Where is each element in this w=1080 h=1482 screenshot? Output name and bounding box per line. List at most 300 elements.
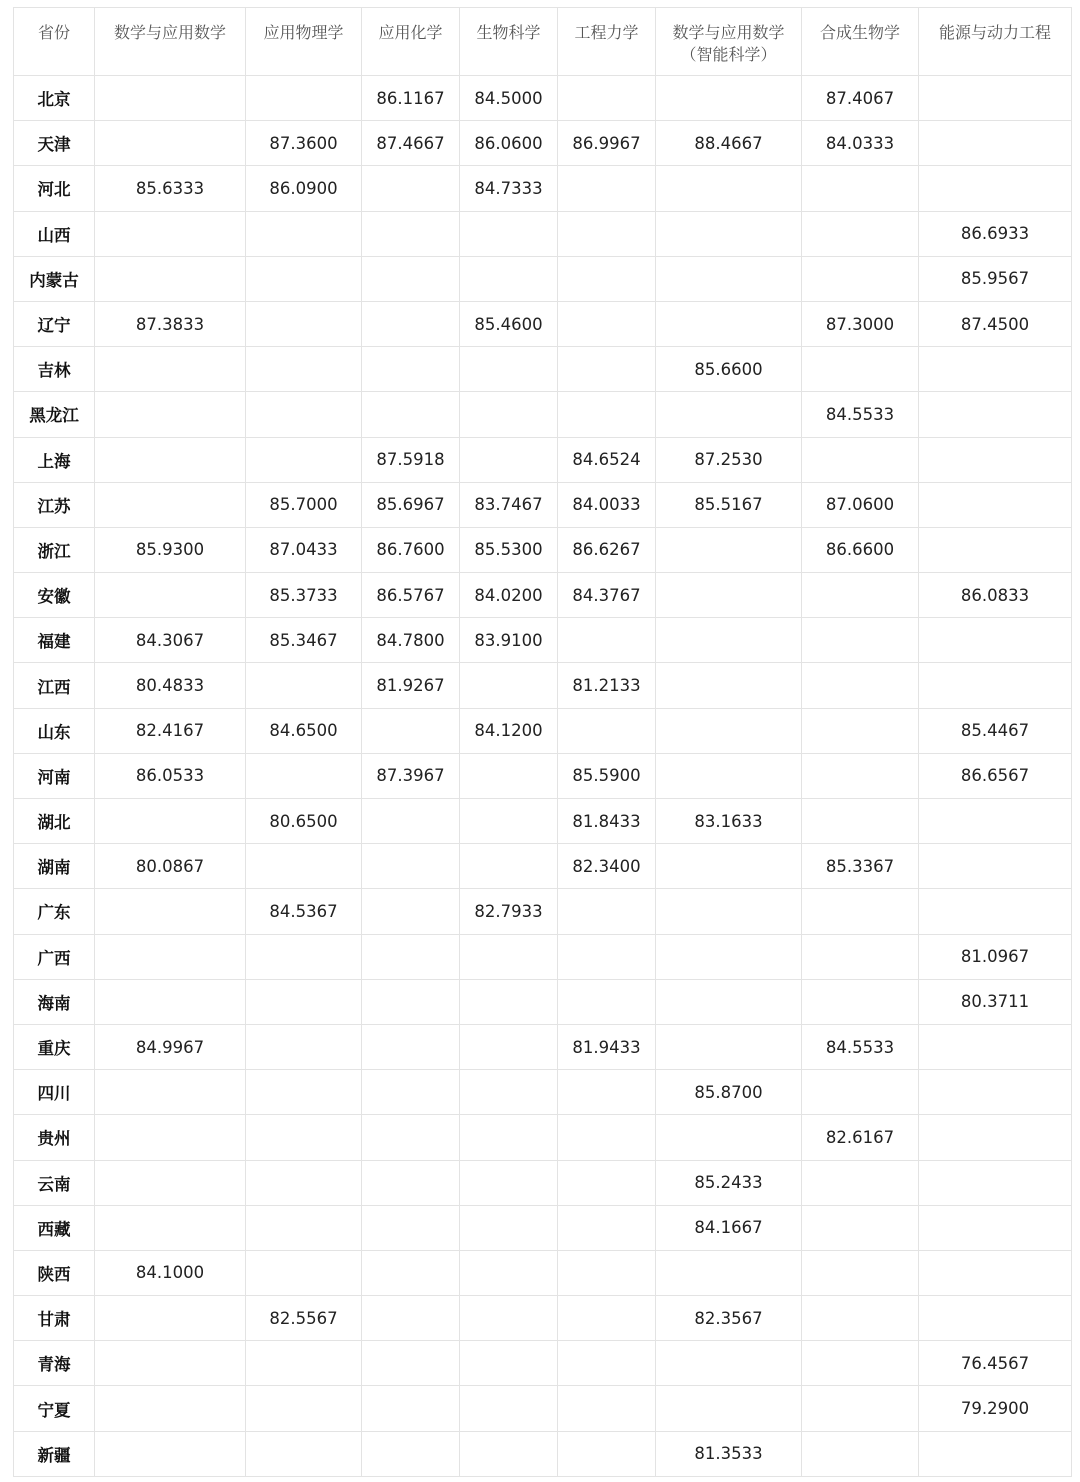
score-cell bbox=[362, 844, 460, 889]
score-cell: 86.6267 bbox=[558, 527, 656, 572]
province-cell: 江西 bbox=[14, 663, 95, 708]
score-cell bbox=[802, 347, 919, 392]
score-cell bbox=[802, 753, 919, 798]
score-cell bbox=[656, 166, 802, 211]
province-cell: 贵州 bbox=[14, 1115, 95, 1160]
province-cell: 吉林 bbox=[14, 347, 95, 392]
score-cell bbox=[558, 1070, 656, 1115]
score-cell bbox=[95, 979, 246, 1024]
score-cell: 87.4067 bbox=[802, 76, 919, 121]
header-province: 省份 bbox=[14, 8, 95, 76]
score-cell bbox=[460, 392, 558, 437]
score-cell bbox=[802, 618, 919, 663]
score-cell: 87.3000 bbox=[802, 301, 919, 346]
score-cell: 85.4467 bbox=[919, 708, 1072, 753]
score-cell bbox=[95, 1070, 246, 1115]
score-cell: 86.7600 bbox=[362, 527, 460, 572]
score-cell bbox=[95, 799, 246, 844]
score-cell: 84.9967 bbox=[95, 1024, 246, 1069]
score-cell bbox=[95, 1296, 246, 1341]
score-cell bbox=[802, 979, 919, 1024]
score-cell bbox=[558, 301, 656, 346]
score-cell: 84.1667 bbox=[656, 1205, 802, 1250]
score-cell: 84.6524 bbox=[558, 437, 656, 482]
table-row bbox=[14, 301, 1072, 346]
table-header bbox=[14, 8, 1072, 76]
score-cell bbox=[919, 392, 1072, 437]
score-cell bbox=[656, 889, 802, 934]
score-cell bbox=[558, 889, 656, 934]
score-cell bbox=[362, 934, 460, 979]
score-cell: 80.0867 bbox=[95, 844, 246, 889]
score-cell: 84.1000 bbox=[95, 1250, 246, 1295]
table-row bbox=[14, 482, 1072, 527]
score-cell bbox=[919, 889, 1072, 934]
score-cell bbox=[460, 799, 558, 844]
table-row bbox=[14, 573, 1072, 618]
score-cell bbox=[558, 1205, 656, 1250]
score-cell: 79.2900 bbox=[919, 1386, 1072, 1431]
score-cell bbox=[460, 753, 558, 798]
table-row bbox=[14, 799, 1072, 844]
score-cell bbox=[656, 844, 802, 889]
score-cell: 85.9567 bbox=[919, 256, 1072, 301]
score-cell: 87.2530 bbox=[656, 437, 802, 482]
score-cell bbox=[246, 211, 362, 256]
score-cell bbox=[558, 166, 656, 211]
score-cell bbox=[246, 76, 362, 121]
score-cell bbox=[95, 1431, 246, 1476]
score-cell: 84.0033 bbox=[558, 482, 656, 527]
score-cell: 81.3533 bbox=[656, 1431, 802, 1476]
table-row bbox=[14, 1250, 1072, 1295]
table-row bbox=[14, 1160, 1072, 1205]
score-cell bbox=[802, 1341, 919, 1386]
score-cell: 87.3600 bbox=[246, 121, 362, 166]
score-cell bbox=[802, 211, 919, 256]
table-row bbox=[14, 708, 1072, 753]
province-cell: 重庆 bbox=[14, 1024, 95, 1069]
score-cell bbox=[802, 663, 919, 708]
score-cell bbox=[362, 1431, 460, 1476]
score-cell: 87.4667 bbox=[362, 121, 460, 166]
score-cell bbox=[460, 1296, 558, 1341]
province-cell: 四川 bbox=[14, 1070, 95, 1115]
table-row bbox=[14, 437, 1072, 482]
score-cell bbox=[362, 1386, 460, 1431]
score-cell: 85.8700 bbox=[656, 1070, 802, 1115]
province-cell: 江苏 bbox=[14, 482, 95, 527]
score-cell bbox=[558, 211, 656, 256]
score-cell bbox=[919, 1250, 1072, 1295]
table-row bbox=[14, 392, 1072, 437]
score-cell bbox=[656, 301, 802, 346]
score-cell bbox=[362, 1160, 460, 1205]
province-cell: 河南 bbox=[14, 753, 95, 798]
score-cell bbox=[656, 211, 802, 256]
score-cell bbox=[802, 889, 919, 934]
score-cell: 84.5533 bbox=[802, 392, 919, 437]
score-cell bbox=[246, 1386, 362, 1431]
score-cell bbox=[558, 979, 656, 1024]
score-cell: 86.5767 bbox=[362, 573, 460, 618]
score-cell: 80.3711 bbox=[919, 979, 1072, 1024]
score-cell bbox=[95, 1205, 246, 1250]
score-cell bbox=[362, 166, 460, 211]
score-cell bbox=[95, 889, 246, 934]
table-row bbox=[14, 663, 1072, 708]
province-cell: 山东 bbox=[14, 708, 95, 753]
score-cell bbox=[656, 934, 802, 979]
score-cell bbox=[460, 1205, 558, 1250]
score-cell: 82.4167 bbox=[95, 708, 246, 753]
score-cell bbox=[246, 1024, 362, 1069]
score-cell bbox=[802, 1205, 919, 1250]
table-row bbox=[14, 1431, 1072, 1476]
score-cell: 85.5167 bbox=[656, 482, 802, 527]
score-cell bbox=[656, 527, 802, 572]
score-cell bbox=[460, 1115, 558, 1160]
table-row bbox=[14, 211, 1072, 256]
score-cell: 85.6600 bbox=[656, 347, 802, 392]
province-cell: 甘肃 bbox=[14, 1296, 95, 1341]
province-cell: 山西 bbox=[14, 211, 95, 256]
score-cell: 76.4567 bbox=[919, 1341, 1072, 1386]
header-major: 应用物理学 bbox=[246, 8, 362, 76]
score-cell: 87.3833 bbox=[95, 301, 246, 346]
province-cell: 青海 bbox=[14, 1341, 95, 1386]
score-cell bbox=[362, 1205, 460, 1250]
table-row bbox=[14, 934, 1072, 979]
score-cell: 86.6567 bbox=[919, 753, 1072, 798]
score-cell bbox=[802, 1296, 919, 1341]
score-cell: 86.6600 bbox=[802, 527, 919, 572]
score-cell bbox=[656, 1341, 802, 1386]
score-cell: 82.5567 bbox=[246, 1296, 362, 1341]
score-cell bbox=[246, 844, 362, 889]
score-cell bbox=[362, 211, 460, 256]
score-cell bbox=[802, 437, 919, 482]
score-cell bbox=[460, 663, 558, 708]
score-cell: 87.0433 bbox=[246, 527, 362, 572]
score-cell bbox=[362, 301, 460, 346]
score-cell bbox=[919, 844, 1072, 889]
score-cell: 85.5900 bbox=[558, 753, 656, 798]
score-cell: 86.0900 bbox=[246, 166, 362, 211]
score-cell: 84.3067 bbox=[95, 618, 246, 663]
score-cell bbox=[362, 347, 460, 392]
score-cell bbox=[802, 1070, 919, 1115]
header-major: 数学与应用数学 bbox=[95, 8, 246, 76]
score-cell bbox=[656, 256, 802, 301]
score-cell: 85.4600 bbox=[460, 301, 558, 346]
score-cell: 84.5533 bbox=[802, 1024, 919, 1069]
score-cell bbox=[558, 347, 656, 392]
score-cell bbox=[95, 934, 246, 979]
score-cell: 81.0967 bbox=[919, 934, 1072, 979]
province-cell: 广西 bbox=[14, 934, 95, 979]
score-cell bbox=[246, 1250, 362, 1295]
score-cell bbox=[656, 1386, 802, 1431]
score-cell bbox=[802, 1386, 919, 1431]
score-cell bbox=[558, 1341, 656, 1386]
score-cell bbox=[919, 76, 1072, 121]
score-cell bbox=[802, 799, 919, 844]
score-cell bbox=[246, 1431, 362, 1476]
score-cell bbox=[362, 979, 460, 1024]
score-cell bbox=[95, 573, 246, 618]
header-major: 合成生物学 bbox=[802, 8, 919, 76]
score-cell bbox=[246, 1115, 362, 1160]
score-cell bbox=[558, 618, 656, 663]
header-major: 生物科学 bbox=[460, 8, 558, 76]
score-cell bbox=[246, 1160, 362, 1205]
score-cell bbox=[558, 1160, 656, 1205]
province-cell: 西藏 bbox=[14, 1205, 95, 1250]
table-row bbox=[14, 1386, 1072, 1431]
score-cell: 86.0600 bbox=[460, 121, 558, 166]
score-cell bbox=[95, 1160, 246, 1205]
score-cell bbox=[460, 844, 558, 889]
table-row bbox=[14, 1296, 1072, 1341]
table-row bbox=[14, 889, 1072, 934]
score-cell bbox=[460, 979, 558, 1024]
score-cell: 81.8433 bbox=[558, 799, 656, 844]
header-major: 应用化学 bbox=[362, 8, 460, 76]
score-cell bbox=[362, 1070, 460, 1115]
score-cell bbox=[460, 256, 558, 301]
score-cell: 84.3767 bbox=[558, 573, 656, 618]
score-cell: 85.3367 bbox=[802, 844, 919, 889]
score-cell bbox=[246, 1341, 362, 1386]
score-cell bbox=[362, 1296, 460, 1341]
province-cell: 上海 bbox=[14, 437, 95, 482]
score-cell bbox=[95, 76, 246, 121]
score-cell bbox=[460, 437, 558, 482]
score-cell: 85.2433 bbox=[656, 1160, 802, 1205]
score-cell bbox=[460, 1250, 558, 1295]
score-cell bbox=[95, 1341, 246, 1386]
score-cell: 83.1633 bbox=[656, 799, 802, 844]
table-body bbox=[14, 76, 1072, 1477]
table-row bbox=[14, 1205, 1072, 1250]
score-cell bbox=[656, 753, 802, 798]
score-cell: 87.3967 bbox=[362, 753, 460, 798]
score-cell bbox=[460, 347, 558, 392]
score-cell: 85.3467 bbox=[246, 618, 362, 663]
score-cell bbox=[246, 347, 362, 392]
score-cell bbox=[460, 1024, 558, 1069]
score-cell bbox=[558, 76, 656, 121]
score-cell: 82.6167 bbox=[802, 1115, 919, 1160]
score-cell: 81.2133 bbox=[558, 663, 656, 708]
score-cell bbox=[656, 1024, 802, 1069]
score-cell: 84.5367 bbox=[246, 889, 362, 934]
score-cell bbox=[362, 799, 460, 844]
score-cell bbox=[246, 1205, 362, 1250]
score-cell bbox=[362, 1250, 460, 1295]
table-row bbox=[14, 166, 1072, 211]
score-cell bbox=[919, 1160, 1072, 1205]
score-cell: 84.0333 bbox=[802, 121, 919, 166]
score-cell bbox=[95, 256, 246, 301]
score-cell bbox=[919, 663, 1072, 708]
score-cell bbox=[362, 708, 460, 753]
score-cell: 85.6967 bbox=[362, 482, 460, 527]
score-cell bbox=[246, 979, 362, 1024]
table-row bbox=[14, 347, 1072, 392]
score-cell bbox=[362, 1024, 460, 1069]
score-cell: 86.6933 bbox=[919, 211, 1072, 256]
score-cell bbox=[919, 1115, 1072, 1160]
province-cell: 福建 bbox=[14, 618, 95, 663]
score-cell: 83.9100 bbox=[460, 618, 558, 663]
score-cell bbox=[919, 437, 1072, 482]
score-cell bbox=[558, 1431, 656, 1476]
score-cell bbox=[246, 753, 362, 798]
score-cell bbox=[460, 1070, 558, 1115]
score-cell: 87.5918 bbox=[362, 437, 460, 482]
score-cell bbox=[95, 437, 246, 482]
score-cell bbox=[656, 392, 802, 437]
score-cell bbox=[460, 934, 558, 979]
score-cell: 85.7000 bbox=[246, 482, 362, 527]
score-cell bbox=[95, 211, 246, 256]
score-cell bbox=[95, 1115, 246, 1160]
score-cell bbox=[460, 1160, 558, 1205]
province-cell: 内蒙古 bbox=[14, 256, 95, 301]
score-cell bbox=[460, 1341, 558, 1386]
score-cell bbox=[656, 979, 802, 1024]
score-cell bbox=[919, 482, 1072, 527]
score-cell bbox=[362, 889, 460, 934]
score-cell: 85.3733 bbox=[246, 573, 362, 618]
score-cell bbox=[460, 1386, 558, 1431]
score-cell: 83.7467 bbox=[460, 482, 558, 527]
table-row bbox=[14, 121, 1072, 166]
score-cell bbox=[246, 301, 362, 346]
score-cell: 85.9300 bbox=[95, 527, 246, 572]
score-cell: 84.6500 bbox=[246, 708, 362, 753]
score-cell: 84.5000 bbox=[460, 76, 558, 121]
score-cell: 86.9967 bbox=[558, 121, 656, 166]
score-cell: 88.4667 bbox=[656, 121, 802, 166]
score-cell: 84.1200 bbox=[460, 708, 558, 753]
score-cell bbox=[246, 256, 362, 301]
score-cell bbox=[802, 1431, 919, 1476]
score-cell: 81.9433 bbox=[558, 1024, 656, 1069]
score-cell bbox=[558, 256, 656, 301]
score-cell bbox=[558, 934, 656, 979]
score-cell bbox=[95, 482, 246, 527]
header-major: 数学与应用数学 （智能科学） bbox=[656, 8, 802, 76]
table-row bbox=[14, 844, 1072, 889]
score-cell bbox=[460, 211, 558, 256]
province-cell: 海南 bbox=[14, 979, 95, 1024]
score-cell bbox=[919, 1205, 1072, 1250]
score-cell bbox=[656, 1250, 802, 1295]
province-cell: 云南 bbox=[14, 1160, 95, 1205]
score-cell: 87.4500 bbox=[919, 301, 1072, 346]
score-cell bbox=[919, 347, 1072, 392]
score-cell bbox=[919, 1296, 1072, 1341]
province-cell: 辽宁 bbox=[14, 301, 95, 346]
score-cell bbox=[246, 1070, 362, 1115]
province-cell: 广东 bbox=[14, 889, 95, 934]
header-major: 工程力学 bbox=[558, 8, 656, 76]
province-cell: 湖北 bbox=[14, 799, 95, 844]
score-cell bbox=[95, 392, 246, 437]
score-cell bbox=[246, 663, 362, 708]
score-cell bbox=[919, 1024, 1072, 1069]
score-cell bbox=[802, 573, 919, 618]
score-cell: 85.6333 bbox=[95, 166, 246, 211]
score-cell bbox=[656, 618, 802, 663]
province-cell: 河北 bbox=[14, 166, 95, 211]
score-cell bbox=[656, 1115, 802, 1160]
score-cell bbox=[95, 1386, 246, 1431]
score-cell: 82.3400 bbox=[558, 844, 656, 889]
province-cell: 黑龙江 bbox=[14, 392, 95, 437]
score-cell bbox=[802, 708, 919, 753]
table-row bbox=[14, 618, 1072, 663]
score-cell bbox=[919, 799, 1072, 844]
table-row bbox=[14, 979, 1072, 1024]
score-cell bbox=[246, 437, 362, 482]
score-cell bbox=[558, 1115, 656, 1160]
score-cell bbox=[95, 121, 246, 166]
score-cell bbox=[919, 527, 1072, 572]
province-cell: 宁夏 bbox=[14, 1386, 95, 1431]
table-row bbox=[14, 256, 1072, 301]
province-cell: 新疆 bbox=[14, 1431, 95, 1476]
score-cell: 80.6500 bbox=[246, 799, 362, 844]
score-cell bbox=[558, 1250, 656, 1295]
score-cell bbox=[919, 121, 1072, 166]
score-cell: 84.7333 bbox=[460, 166, 558, 211]
score-table bbox=[13, 7, 1072, 1477]
province-cell: 安徽 bbox=[14, 573, 95, 618]
score-cell bbox=[558, 1386, 656, 1431]
province-cell: 陕西 bbox=[14, 1250, 95, 1295]
score-cell bbox=[919, 166, 1072, 211]
score-cell bbox=[656, 573, 802, 618]
table-row bbox=[14, 1115, 1072, 1160]
score-cell: 86.0533 bbox=[95, 753, 246, 798]
score-cell bbox=[656, 663, 802, 708]
province-cell: 天津 bbox=[14, 121, 95, 166]
province-cell: 湖南 bbox=[14, 844, 95, 889]
score-cell bbox=[95, 347, 246, 392]
score-cell: 82.3567 bbox=[656, 1296, 802, 1341]
score-cell: 82.7933 bbox=[460, 889, 558, 934]
score-cell bbox=[246, 392, 362, 437]
score-cell: 81.9267 bbox=[362, 663, 460, 708]
score-cell: 80.4833 bbox=[95, 663, 246, 708]
score-cell bbox=[362, 256, 460, 301]
header-row bbox=[14, 8, 1072, 76]
score-cell bbox=[802, 1160, 919, 1205]
score-cell: 86.0833 bbox=[919, 573, 1072, 618]
table-row bbox=[14, 527, 1072, 572]
score-cell bbox=[919, 1431, 1072, 1476]
score-cell: 84.7800 bbox=[362, 618, 460, 663]
score-cell bbox=[362, 1341, 460, 1386]
table-row bbox=[14, 76, 1072, 121]
score-cell bbox=[802, 934, 919, 979]
score-cell bbox=[558, 708, 656, 753]
score-cell bbox=[802, 256, 919, 301]
